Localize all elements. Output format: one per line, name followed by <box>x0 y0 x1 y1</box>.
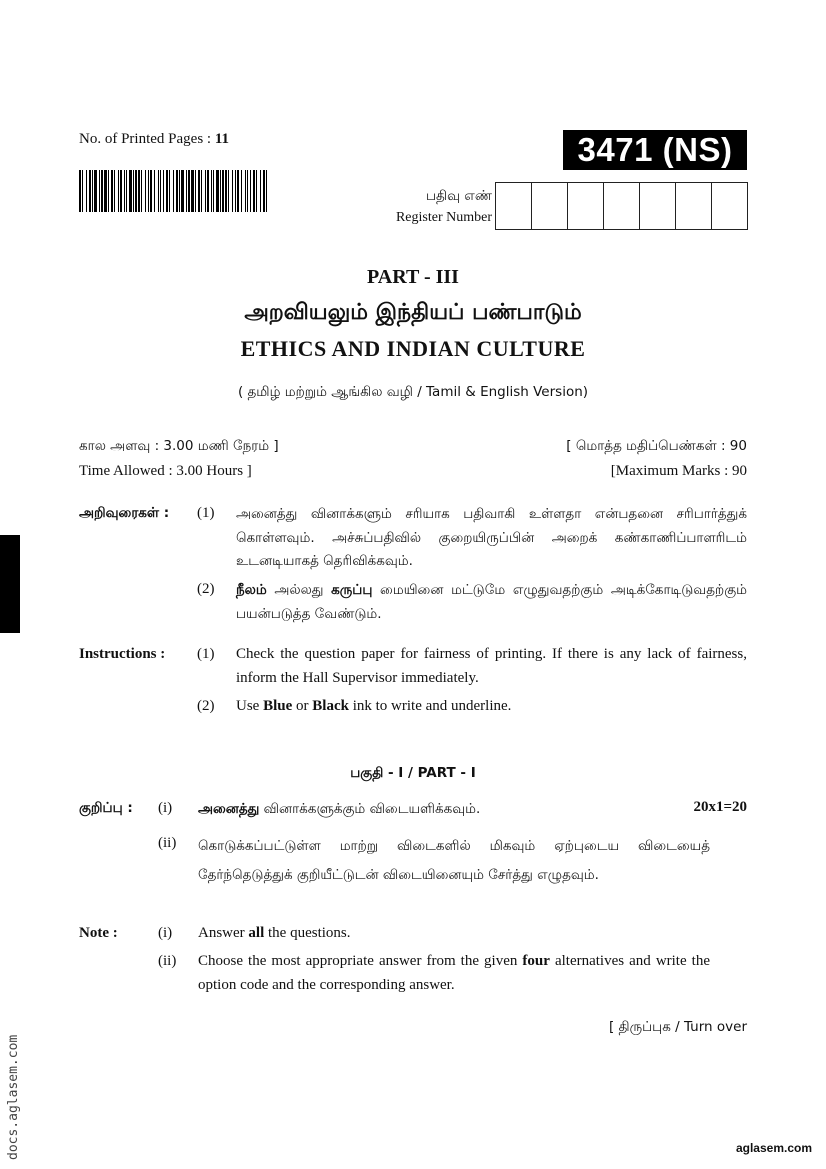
instruction-tamil-1: அனைத்து வினாக்களும் சரியாக பதிவாகி உள்ளதா என்பதனை சரிபார்த்துக் கொள்ளவும். அச்சுப்பதிவில் குறையிருப்பின் அறைக் கண்காணிப்பாளரிடம் உடனடியாகத் தெரிவிக்கவும். <box>236 506 747 569</box>
version-line: ( தமிழ் மற்றும் ஆங்கில வழி / Tamil & English Version) <box>237 384 589 400</box>
note-label-english: Note : <box>79 925 118 941</box>
note-tamil-2: கொடுக்கப்பட்டுள்ள மாற்று விடைகளில் மிகவும் ஏற்புடைய விடையைத் தேர்ந்தெடுத்துக் குறியீட்டுடன் விடையினையும் சேர்த்து எழுதவும். <box>198 838 710 883</box>
barcode-graphic <box>79 170 267 212</box>
note-number: (i) <box>158 925 173 941</box>
subject-title-tamil: அறவியலும் இந்தியப் பண்பாடும் <box>244 300 582 325</box>
time-allowed-english: Time Allowed : 3.00 Hours ] <box>79 463 252 479</box>
register-number-boxes[interactable] <box>495 182 748 230</box>
note-tamil-1: அனைத்து வினாக்களுக்கும் விடையளிக்கவும். <box>198 801 481 817</box>
side-marker-bar <box>0 535 20 633</box>
printed-pages-count: 11 <box>214 131 230 147</box>
note-number: (ii) <box>158 835 177 851</box>
subject-title-english: ETHICS AND INDIAN CULTURE <box>240 336 586 361</box>
max-marks-tamil: [ மொத்த மதிப்பெண்கள் : 90 <box>566 438 747 454</box>
section-heading: பகுதி - I / PART - I <box>350 765 476 781</box>
part-label: PART - III <box>367 266 459 288</box>
register-digit-box[interactable] <box>568 183 604 229</box>
turn-over: [ திருப்புக / Turn over <box>608 1019 747 1035</box>
instruction-english-2: Use Blue or Black ink to write and underline. <box>236 698 512 714</box>
instruction-number: (2) <box>197 581 215 597</box>
note-number: (i) <box>158 800 173 816</box>
register-digit-box[interactable] <box>712 183 747 229</box>
instruction-number: (2) <box>197 698 215 714</box>
brand-logo-text[interactable]: aglasem.com <box>735 1141 812 1155</box>
score-label: 20x1=20 <box>693 799 747 815</box>
paper-code: 3471 (NS) <box>563 130 747 170</box>
printed-pages: No. of Printed Pages : 11 <box>79 131 230 147</box>
register-digit-box[interactable] <box>676 183 712 229</box>
register-digit-box[interactable] <box>496 183 532 229</box>
instruction-english-1: Check the question paper for fairness of printing. If there is any lack of fairness, inform the Hall Supervisor immediately. <box>236 646 747 686</box>
register-digit-box[interactable] <box>640 183 676 229</box>
register-number-label: பதிவு எண் Register Number <box>395 188 492 225</box>
max-marks-english: [Maximum Marks : 90 <box>610 463 747 479</box>
instructions-label-english: Instructions : <box>79 646 166 662</box>
register-digit-box[interactable] <box>532 183 568 229</box>
note-english-2: Choose the most appropriate answer from the given four alternatives and write the option code and the corresponding answer. <box>198 953 710 993</box>
instruction-number: (1) <box>197 646 215 662</box>
time-allowed-tamil: கால அளவு : 3.00 மணி நேரம் ] <box>79 438 279 454</box>
note-english-1: Answer all the questions. <box>198 925 351 941</box>
instructions-label-tamil: அறிவுரைகள் : <box>79 505 170 521</box>
note-label-tamil: குறிப்பு : <box>79 800 133 816</box>
note-number: (ii) <box>158 953 177 969</box>
instruction-tamil-2: நீலம் அல்லது கருப்பு மையினை மட்டுமே எழுதுவதற்கும் அடிக்கோடிடுவதற்கும் பயன்படுத்த வேண்டும். <box>236 582 747 622</box>
instruction-number: (1) <box>197 505 215 521</box>
register-digit-box[interactable] <box>604 183 640 229</box>
watermark-text: docs.aglasem.com <box>6 1034 21 1160</box>
